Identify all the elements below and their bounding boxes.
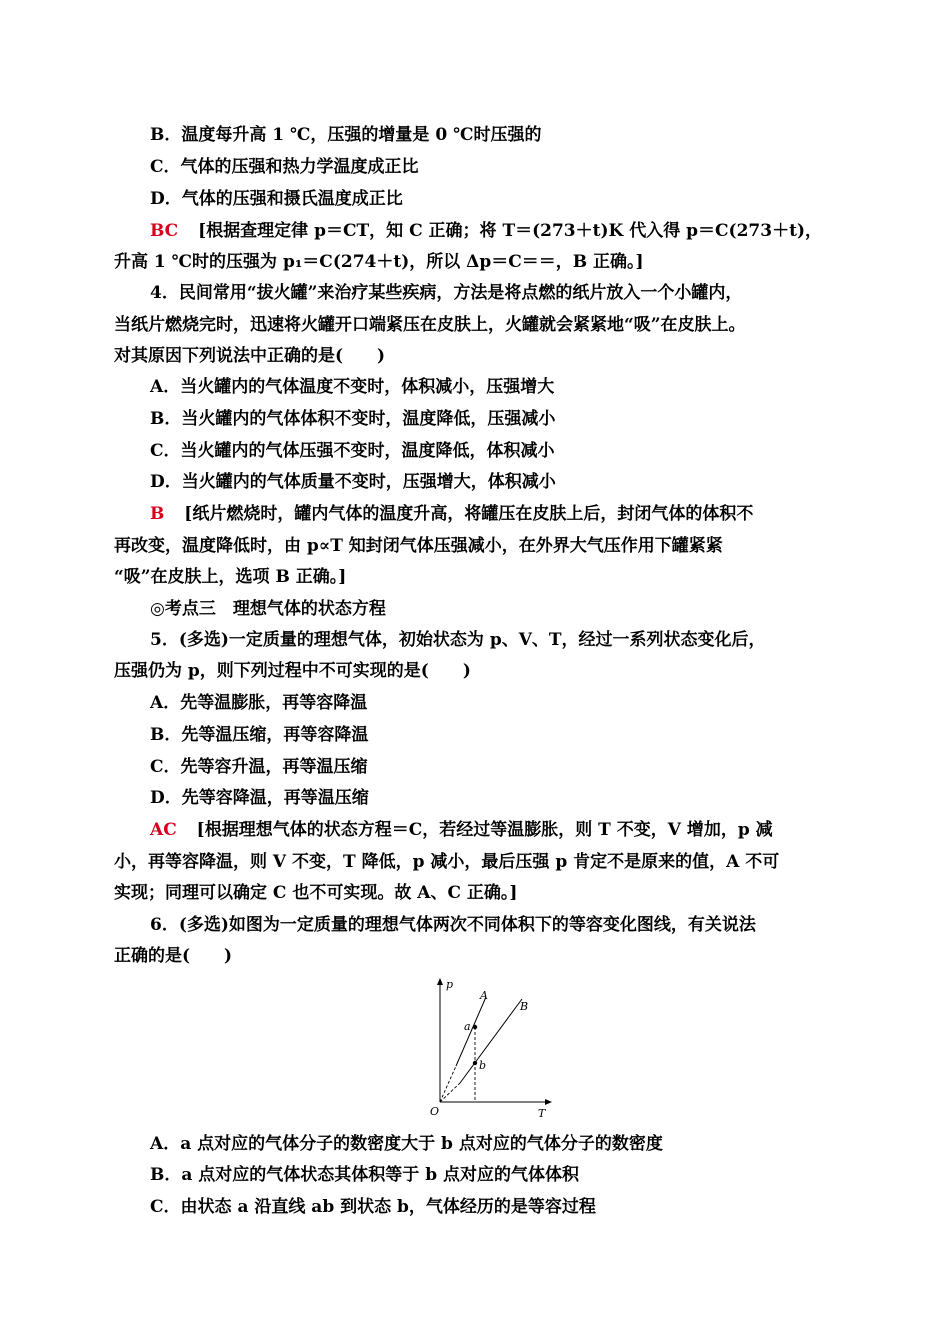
q3-explanation-line-1 [150, 220, 844, 242]
q4-option-d: D．当火罐内的气体质量不变时，压强增大，体积减小 [150, 472, 556, 492]
q3-option-d: D．气体的压强和摄氏温度成正比 [150, 189, 403, 209]
point-a-label: a [464, 1020, 471, 1033]
line-b [460, 999, 522, 1083]
q3-explanation-line-2: 升高 1 ℃时的压强为 p₁＝C(274＋t)，所以 Δp＝C＝＝，B 正确。] [114, 252, 644, 272]
p-t-graph [420, 972, 560, 1122]
q3-option-b: B．温度每升高 1 ℃，压强的增量是 0 ℃时压强的 [150, 125, 542, 145]
q6-option-b: B．a 点对应的气体状态其体积等于 b 点对应的气体体积 [150, 1165, 580, 1185]
q4-option-b: B．当火罐内的气体体积不变时，温度降低，压强减小 [150, 409, 556, 429]
q5-option-c: C．先等容升温，再等温压缩 [150, 757, 368, 777]
y-axis-arrow-icon [437, 978, 443, 985]
q4-answer: B [150, 504, 165, 524]
q5-explanation-line-1 [150, 819, 844, 841]
q4-stem-line-2: 当纸片燃烧完时，迅速将火罐开口端紧压在皮肤上，火罐就会紧紧地“吸”在皮肤上。 [114, 315, 746, 335]
q3-option-c: C．气体的压强和热力学温度成正比 [150, 157, 419, 177]
q4-option-c: C．当火罐内的气体压强不变时，温度降低，体积减小 [150, 441, 555, 461]
line-b-extension [440, 1083, 460, 1102]
axis-label-p: p [446, 978, 454, 991]
q4-option-a: A．当火罐内的气体温度不变时，体积减小，压强增大 [150, 377, 555, 397]
q5-explanation-line-2: 小，再等容降温，则 V 不变，T 降低，p 减小，最后压强 p 肯定不是原来的值，A 不可 [114, 852, 780, 872]
q4-explanation-line-3: “吸”在皮肤上，选项 B 正确。] [114, 567, 347, 587]
q3-explanation-text-1: [根据查理定律 p＝CT，知 C 正确；将 T＝(273＋t)K 代入得 p＝C(273＋t)， [198, 221, 822, 241]
q4-explanation-line-2: 再改变，温度降低时，由 p∝T 知封闭气体压强减小，在外界大气压作用下罐紧紧 [114, 536, 723, 556]
line-b-label: B [520, 1000, 529, 1013]
q5-stem-line-1: 5．(多选)一定质量的理想气体，初始状态为 p、V、T，经过一系列状态变化后， [150, 630, 766, 650]
q3-answer: BC [150, 221, 179, 241]
q5-stem-line-2: 压强仍为 p，则下列过程中不可实现的是( ) [114, 661, 471, 681]
line-a-label: A [480, 989, 488, 1002]
q5-explanation-text-1: [根据理想气体的状态方程＝C，若经过等温膨胀，则 T 不变，V 增加，p 减 [196, 820, 773, 840]
q4-explanation-text-1: [纸片燃烧时，罐内气体的温度升高，将罐压在皮肤上后，封闭气体的体积不 [184, 504, 754, 524]
axis-label-t: T [538, 1107, 546, 1120]
x-axis-arrow-icon [545, 1099, 552, 1105]
line-a [456, 997, 486, 1066]
q5-explanation-line-3: 实现；同理可以确定 C 也不可实现。故 A、C 正确。] [114, 883, 518, 903]
point-a [473, 1025, 477, 1029]
point-b [473, 1061, 477, 1065]
q6-stem-line-1: 6．(多选)如图为一定质量的理想气体两次不同体积下的等容变化图线，有关说法 [150, 915, 756, 935]
q4-explanation-line-1 [150, 503, 844, 525]
origin-label: O [430, 1105, 440, 1118]
section-heading: ◎考点三 理想气体的状态方程 [150, 599, 386, 619]
q5-option-b: B．先等温压缩，再等容降温 [150, 725, 369, 745]
q4-stem-line-1: 4．民间常用“拔火罐”来治疗某些疾病，方法是将点燃的纸片放入一个小罐内， [150, 283, 743, 303]
q4-stem-line-3: 对其原因下列说法中正确的是( ) [114, 346, 386, 366]
q5-option-d: D．先等容降温，再等温压缩 [150, 788, 369, 808]
q5-answer: AC [150, 820, 177, 840]
point-b-label: b [479, 1059, 487, 1072]
q6-stem-line-2: 正确的是( ) [114, 946, 233, 966]
q6-option-a: A．a 点对应的气体分子的数密度大于 b 点对应的气体分子的数密度 [150, 1134, 663, 1154]
line-a-extension [440, 1066, 456, 1102]
q5-option-a: A．先等温膨胀，再等容降温 [150, 693, 368, 713]
q6-option-c: C．由状态 a 沿直线 ab 到状态 b，气体经历的是等容过程 [150, 1197, 596, 1217]
